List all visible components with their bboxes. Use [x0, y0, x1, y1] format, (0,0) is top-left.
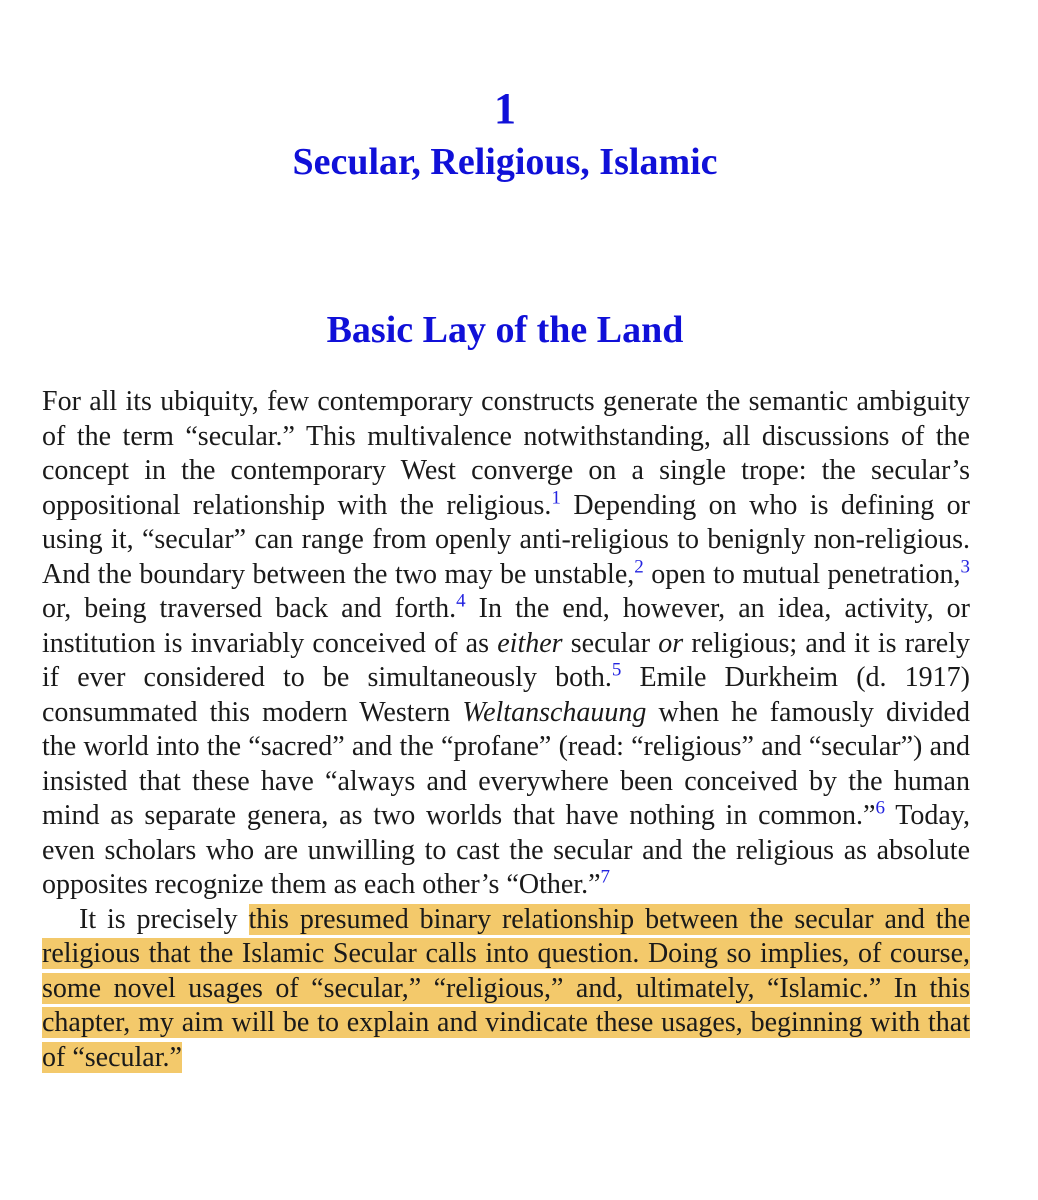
footnote-link-2[interactable]: 2 [634, 556, 644, 578]
footnote-link-1[interactable]: 1 [551, 487, 561, 509]
paragraph-1[interactable] [42, 385, 970, 903]
footnote-link-7[interactable]: 7 [600, 866, 610, 888]
chapter-number: 1 [494, 84, 516, 133]
text-run: Emile Durkheim (d. 1917) consummated this modern Western [42, 662, 970, 728]
footnote-link-6[interactable]: 6 [875, 797, 885, 819]
highlighted-passage[interactable]: this presumed binary relationship between the secular and the religious that the Islamic Secular calls into question. Doing so implies, of course, some novel usages of “secular,” “religious,” and, ultimately, “Islamic.” In this chapter, my aim will be to explain and vindicate these usages, beginning with that of “secular.” [42, 903, 971, 1073]
body-text [42, 385, 970, 1075]
emphasis-or: or [658, 627, 684, 659]
chapter-title: Secular, Religious, Islamic [292, 141, 718, 183]
text-run: religious; and it is rarely if ever considered to be simultaneously both. [42, 627, 970, 693]
text-run: In the end, however, an idea, activity, or institution is invariably conceived of as [42, 593, 970, 659]
text-run: open to mutual penetration, [643, 558, 961, 590]
text-run: Depending on who is defining or using it, “secular” can range from openly anti-religious to benignly non-religious. And the boundary between the two may be unstable, [42, 489, 971, 590]
text-run: It is precisely [79, 903, 249, 935]
text-run: Today, even scholars who are unwilling to cast the secular and the religious as absolute opposites recognize them as each other’s “Other.” [42, 800, 970, 900]
paragraph-2[interactable] [42, 903, 970, 1076]
emphasis-weltanschauung: Weltanschauung [462, 696, 647, 728]
text-run: secular [562, 627, 659, 659]
emphasis-either: either [497, 627, 563, 659]
footnote-link-4[interactable]: 4 [456, 590, 466, 612]
footnote-link-5[interactable]: 5 [611, 659, 622, 681]
text-run: For all its ubiquity, few contemporary constructs generate the semantic ambiguity of the term “secular.” This multivalence notwithstanding, all discussions of the concept in the contemporary West converge on a single trope: the secular’s oppositional relationship with the religious. [42, 386, 970, 521]
section-heading: Basic Lay of the Land [326, 309, 684, 351]
footnote-link-3[interactable]: 3 [960, 556, 971, 578]
text-run: when he famously divided the world into the “sacred” and the “profane” (read: “religious” and “secular”) and insisted that these have “always and everywhere been conceived by the human mind as separate genera, as two worlds that have nothing in common.” [42, 696, 970, 831]
text-run: or, being traversed back and forth. [42, 593, 457, 624]
